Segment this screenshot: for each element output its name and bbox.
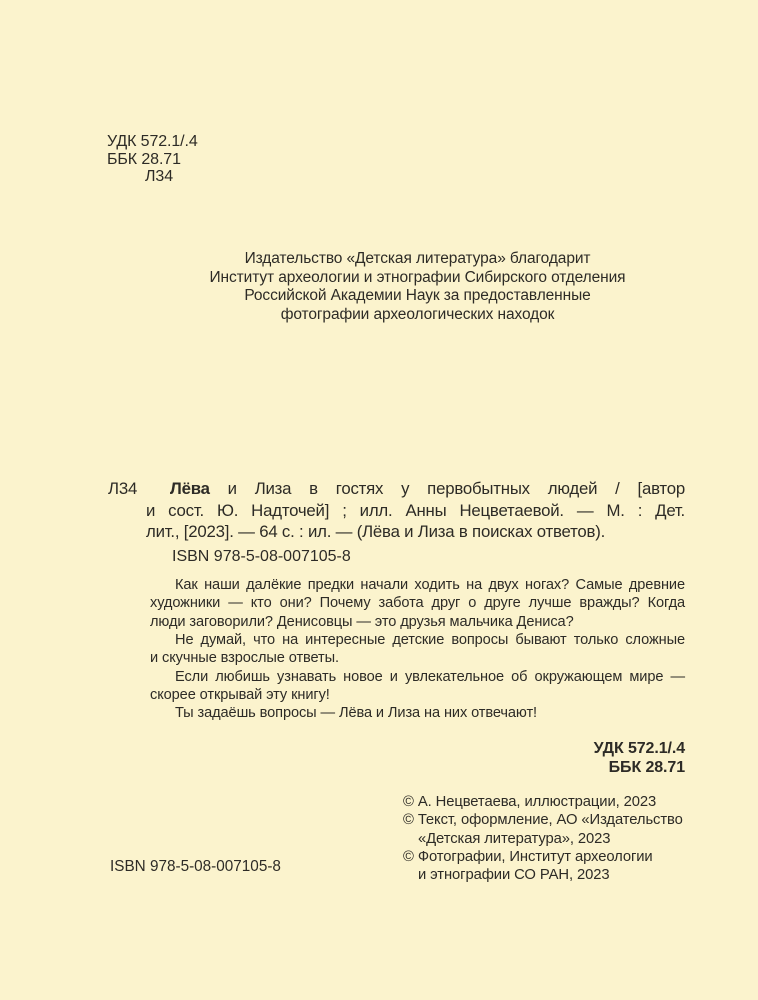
isbn: ISBN 978-5-08-007105-8 (172, 547, 351, 565)
annotation-line: Ты задаёшь вопросы — Лёва и Лиза на них отвечают! (175, 705, 537, 722)
book-title: Лёва (170, 479, 210, 498)
catalog-description (146, 478, 685, 543)
annotation-line: и скучные взрослые ответы. (150, 650, 339, 667)
author-sign: Л34 (145, 168, 173, 185)
copyright-line: © Текст, оформление, АО «Издательство (403, 812, 683, 829)
copyright-list (403, 793, 733, 884)
copyright-item (403, 848, 733, 885)
udk-number: УДК 572.1/.4 (107, 133, 198, 150)
acknowledgment-line: фотографии археологических находок (280, 305, 555, 323)
catalog-line: и сост. Ю. Надточей] ; илл. Анны Нецветаевой. — М. : Дет. (146, 500, 685, 520)
author-sign: Л34 (108, 479, 138, 498)
annotation (150, 576, 685, 723)
acknowledgment-line: Издательство «Детская литература» благодарит (244, 250, 591, 267)
isbn-bottom: ISBN 978-5-08-007105-8 (110, 858, 281, 875)
annotation-line: Не думай, что на интересные детские вопросы бывают только сложные (175, 632, 685, 649)
annotation-line: художники — кто они? Почему забота друг о друге лучше вражды? Когда (150, 595, 685, 612)
copyright-line: © Фотографии, Институт археологии (403, 848, 653, 865)
catalog-line: Лёва и Лиза в гостях у первобытных людей / [автор (170, 479, 685, 498)
acknowledgment-line: Институт археологии и этнографии Сибирского отделения (209, 268, 626, 286)
annotation-line: люди заговорили? Денисовцы — это друзья мальчика Дениса? (150, 613, 574, 630)
annotation-line: Если любишь узнавать новое и увлекательное об окружающем мире — (175, 668, 685, 685)
copyright-line: «Детская литература», 2023 (418, 830, 611, 847)
classification-block-top (107, 133, 198, 186)
udk-number: УДК 572.1/.4 (593, 740, 685, 757)
bbk-number: ББК 28.71 (608, 758, 685, 776)
copyright-line: и этнографии СО РАН, 2023 (418, 867, 610, 884)
publisher-acknowledgment (150, 250, 685, 324)
catalog-card (108, 478, 685, 567)
acknowledgment-line: Российской Академии Наук за предоставленные (244, 287, 591, 304)
copyright-line: © А. Нецветаева, иллюстрации, 2023 (403, 794, 657, 810)
classification-block-bottom (385, 740, 685, 777)
copyright-item (403, 811, 733, 848)
annotation-line: Как наши далёкие предки начали ходить на двух ногах? Самые древние (175, 577, 685, 593)
catalog-line: лит., [2023]. — 64 с. : ил. — (Лёва и Лиза в поисках ответов). (146, 522, 606, 541)
copyright-item (403, 793, 733, 811)
annotation-line: скорее открывай эту книгу! (150, 687, 330, 704)
bbk-number: ББК 28.71 (107, 150, 181, 168)
